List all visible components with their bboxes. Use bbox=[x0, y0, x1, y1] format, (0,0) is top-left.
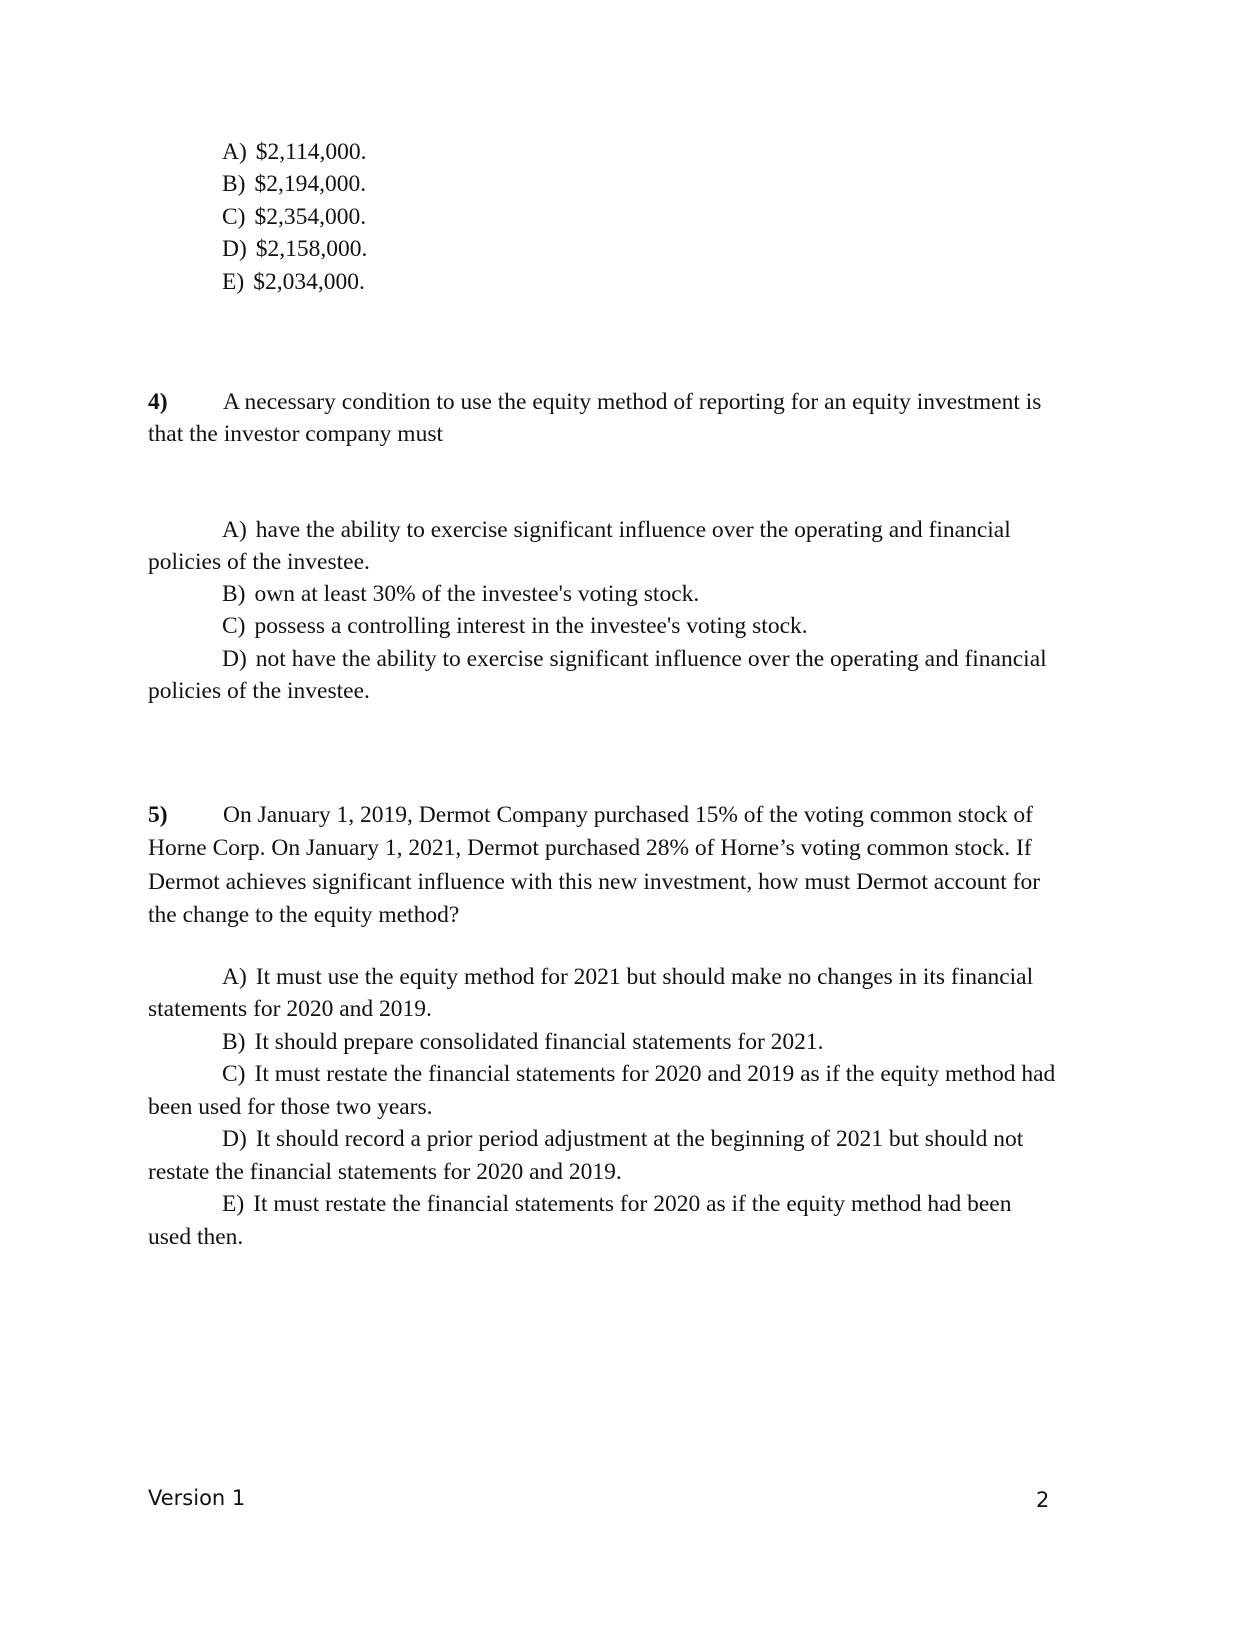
q4-option-d-cont: policies of the investee. bbox=[148, 678, 370, 704]
q5-option-c-cont: been used for those two years. bbox=[148, 1094, 433, 1120]
footer-page-number: 2 bbox=[1036, 1488, 1050, 1512]
option-letter: D) bbox=[222, 236, 247, 262]
option-text: $2,354,000. bbox=[254, 204, 367, 230]
option-letter: A) bbox=[222, 139, 247, 165]
q5-option-a bbox=[222, 963, 1033, 991]
q5-stem-text: On January 1, 2019, Dermot Company purchased 15% of the voting common stock of bbox=[223, 802, 1033, 828]
q5-stem-line2: Horne Corp. On January 1, 2021, Dermot purchased 28% of Horne’s voting common stock. If bbox=[148, 835, 1032, 861]
q5-stem-line3: Dermot achieves significant influence with this new investment, how must Dermot account for bbox=[148, 869, 1041, 895]
q4-stem-text: A necessary condition to use the equity method of reporting for an equity investment is bbox=[223, 389, 1042, 415]
option-text: It must restate the financial statements for 2020 as if the equity method had been bbox=[253, 1191, 1012, 1217]
option-text: It should prepare consolidated financial statements for 2021. bbox=[254, 1029, 824, 1055]
q5-option-d bbox=[222, 1125, 1023, 1153]
option-text: have the ability to exercise significant influence over the operating and financial bbox=[255, 517, 1011, 543]
prev-option-c bbox=[222, 203, 366, 231]
option-text: possess a controlling interest in the investee's voting stock. bbox=[254, 613, 808, 639]
prev-option-b bbox=[222, 170, 366, 198]
prev-option-d bbox=[222, 235, 367, 263]
option-text: not have the ability to exercise significant influence over the operating and financial bbox=[255, 646, 1047, 672]
q5-option-e bbox=[222, 1190, 1012, 1218]
option-text: $2,034,000. bbox=[253, 269, 365, 295]
q4-option-a bbox=[222, 516, 1011, 544]
option-letter: E) bbox=[222, 1191, 245, 1217]
option-text: $2,158,000. bbox=[255, 236, 368, 262]
q4-stem-line2: that the investor company must bbox=[148, 421, 444, 447]
option-text: $2,194,000. bbox=[254, 171, 367, 197]
option-letter: B) bbox=[222, 1029, 246, 1055]
prev-option-e bbox=[222, 268, 365, 296]
q5-option-e-cont: used then. bbox=[148, 1224, 244, 1250]
option-letter: C) bbox=[222, 1061, 246, 1087]
option-letter: A) bbox=[222, 964, 247, 990]
option-letter: C) bbox=[222, 204, 246, 230]
option-text: own at least 30% of the investee's voting stock. bbox=[254, 581, 700, 607]
option-text: $2,114,000. bbox=[255, 139, 367, 165]
q4-option-d bbox=[222, 645, 1047, 673]
option-letter: B) bbox=[222, 171, 246, 197]
option-letter: C) bbox=[222, 613, 246, 639]
q5-stem-line4: the change to the equity method? bbox=[148, 902, 460, 928]
q5-option-a-cont: statements for 2020 and 2019. bbox=[148, 996, 432, 1022]
option-text: It must use the equity method for 2021 but should make no changes in its financial bbox=[255, 964, 1034, 990]
option-text: It should record a prior period adjustment at the beginning of 2021 but should not bbox=[255, 1126, 1024, 1152]
q4-number: 4) bbox=[148, 389, 168, 415]
option-letter: A) bbox=[222, 517, 247, 543]
q5-number: 5) bbox=[148, 802, 168, 828]
q5-option-b bbox=[222, 1028, 824, 1056]
option-letter: E) bbox=[222, 269, 245, 295]
q4-option-b bbox=[222, 580, 699, 608]
option-letter: D) bbox=[222, 646, 247, 672]
q5-option-d-cont: restate the financial statements for 2020 and 2019. bbox=[148, 1159, 622, 1185]
option-letter: D) bbox=[222, 1126, 247, 1152]
footer-version: Version 1 bbox=[148, 1486, 246, 1510]
option-text: It must restate the financial statements for 2020 and 2019 as if the equity method had bbox=[254, 1061, 1056, 1087]
q4-option-a-cont: policies of the investee. bbox=[148, 549, 370, 575]
q4-stem-line1 bbox=[148, 388, 1041, 416]
prev-option-a bbox=[222, 138, 367, 166]
q5-stem-line1 bbox=[148, 801, 1033, 829]
q4-option-c bbox=[222, 612, 808, 640]
option-letter: B) bbox=[222, 581, 246, 607]
q5-option-c bbox=[222, 1060, 1055, 1088]
